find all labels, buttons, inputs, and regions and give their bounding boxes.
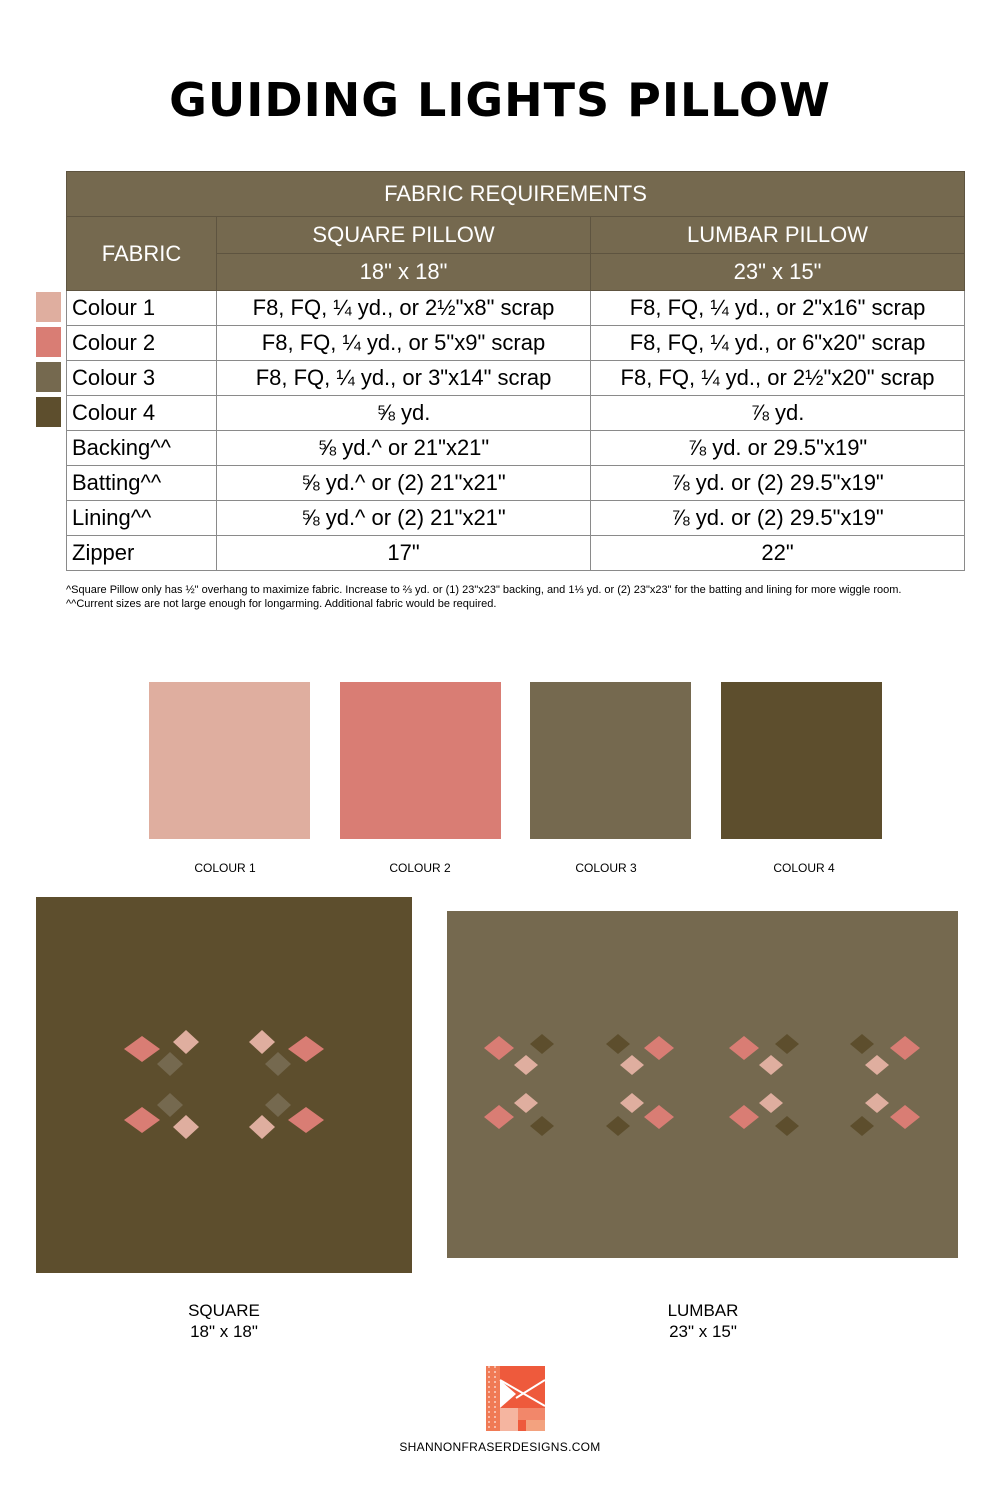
square-requirement: 17"	[217, 536, 591, 571]
table-row	[67, 466, 965, 501]
square-requirement: ⅝ yd.^ or (2) 21"x21"	[217, 501, 591, 536]
square-pillow-header: SQUARE PILLOW	[217, 217, 591, 254]
lumbar-pillow-size: 23" x 15"	[591, 254, 965, 291]
lumbar-pillow-illustration	[447, 911, 958, 1258]
lumbar-pillow-dimensions: 23" x 15"	[669, 1322, 737, 1341]
table-row	[67, 536, 965, 571]
colour-1-chip	[36, 292, 61, 322]
fabric-name: Batting^^	[67, 466, 217, 501]
lumbar-requirement: ⅞ yd. or (2) 29.5"x19"	[591, 501, 965, 536]
lumbar-pillow-name: LUMBAR	[667, 1301, 739, 1320]
table-row	[67, 291, 965, 326]
colour-4-chip	[36, 397, 61, 427]
colour-4-label: COLOUR 4	[773, 861, 835, 875]
fabric-column-header: FABRIC	[67, 217, 217, 291]
square-requirement: F8, FQ, ¼ yd., or 5"x9" scrap	[217, 326, 591, 361]
lumbar-requirement: F8, FQ, ¼ yd., or 6"x20" scrap	[591, 326, 965, 361]
square-pillow-size: 18" x 18"	[217, 254, 591, 291]
lumbar-pillow-header: LUMBAR PILLOW	[591, 217, 965, 254]
colour-2-chip	[36, 327, 61, 357]
lumbar-requirement: 22"	[591, 536, 965, 571]
lumbar-requirement: ⅞ yd. or (2) 29.5"x19"	[591, 466, 965, 501]
website-url: SHANNONFRASERDESIGNS.COM	[399, 1440, 601, 1454]
fabric-name: Colour 3	[67, 361, 217, 396]
colour-3-chip	[36, 362, 61, 392]
fabric-name: Colour 2	[67, 326, 217, 361]
square-pillow-dimensions: 18" x 18"	[190, 1322, 258, 1341]
footnote-longarming: ^^Current sizes are not large enough for longarming. Additional fabric would be required.	[66, 598, 497, 610]
table-row	[67, 501, 965, 536]
colour-2-label: COLOUR 2	[389, 861, 451, 875]
square-pillow-illustration	[36, 897, 412, 1273]
square-requirement: F8, FQ, ¼ yd., or 2½"x8" scrap	[217, 291, 591, 326]
lumbar-pillow-caption	[603, 1300, 803, 1342]
square-requirement: F8, FQ, ¼ yd., or 3"x14" scrap	[217, 361, 591, 396]
table-row	[67, 361, 965, 396]
square-pillow-name: SQUARE	[188, 1301, 260, 1320]
lumbar-requirement: F8, FQ, ¼ yd., or 2"x16" scrap	[591, 291, 965, 326]
colour-1-swatch	[149, 682, 310, 839]
fabric-name: Colour 1	[67, 291, 217, 326]
footnotes	[66, 583, 956, 611]
fabric-name: Backing^^	[67, 431, 217, 466]
table-row	[67, 431, 965, 466]
footnote-square-overhang: ^Square Pillow only has ½" overhang to maximize fabric. Increase to ⅔ yd. or (1) 23"x23" backing, and 1⅓ yd. or (2) 23"x23" for the batting and lining for more wiggle room.	[66, 584, 902, 596]
page-title: GUIDING LIGHTS PILLOW	[169, 73, 831, 127]
brand-logo	[486, 1366, 545, 1431]
table-row	[67, 326, 965, 361]
table-title: FABRIC REQUIREMENTS	[67, 172, 965, 217]
colour-1-label: COLOUR 1	[194, 861, 256, 875]
lumbar-requirement: ⅞ yd. or 29.5"x19"	[591, 431, 965, 466]
colour-2-swatch	[340, 682, 501, 839]
colour-3-swatch	[530, 682, 691, 839]
colour-4-swatch	[721, 682, 882, 839]
square-requirement: ⅝ yd.^ or 21"x21"	[217, 431, 591, 466]
square-pillow-caption	[124, 1300, 324, 1342]
square-requirement: ⅝ yd.^ or (2) 21"x21"	[217, 466, 591, 501]
fabric-name: Zipper	[67, 536, 217, 571]
square-requirement: ⅝ yd.	[217, 396, 591, 431]
colour-3-label: COLOUR 3	[575, 861, 637, 875]
fabric-requirements-table	[66, 171, 965, 571]
fabric-name: Lining^^	[67, 501, 217, 536]
fabric-name: Colour 4	[67, 396, 217, 431]
lumbar-requirement: F8, FQ, ¼ yd., or 2½"x20" scrap	[591, 361, 965, 396]
table-row	[67, 396, 965, 431]
lumbar-requirement: ⅞ yd.	[591, 396, 965, 431]
